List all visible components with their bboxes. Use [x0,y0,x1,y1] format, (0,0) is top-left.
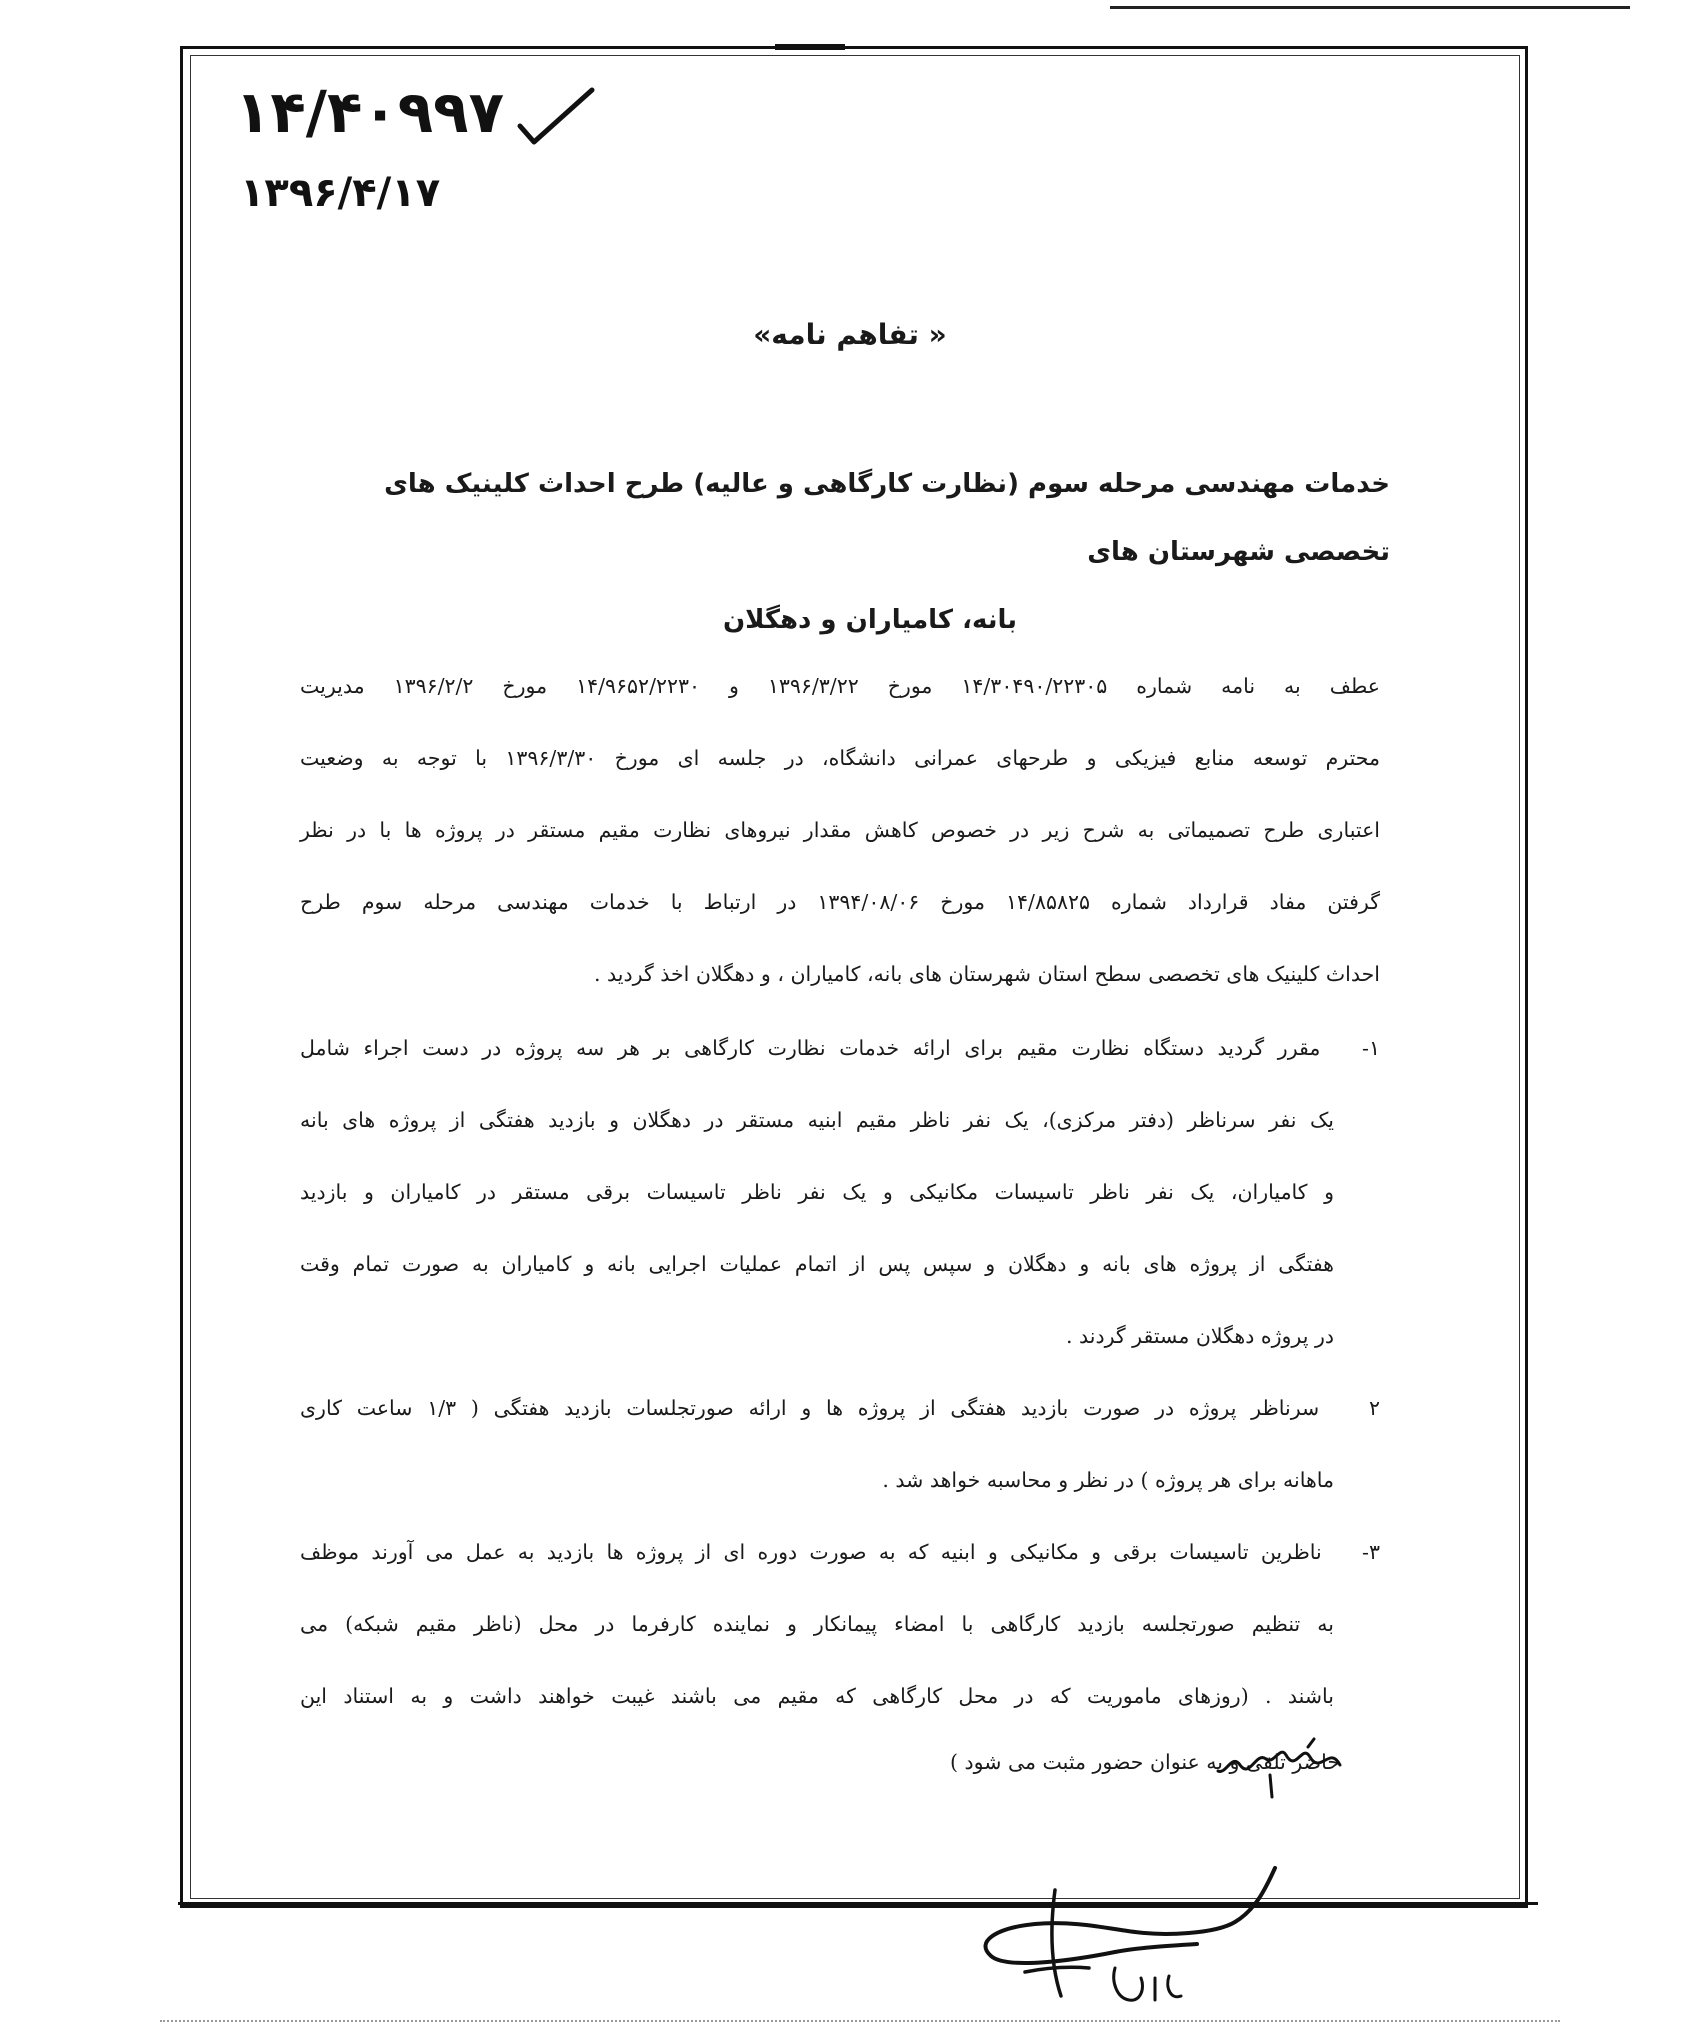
clause-number: ۱- [1362,1036,1380,1060]
clause-line: هفتگی از پروژه های بانه و دهگلان و سپس پس از اتمام عملیات اجرایی بانه و کامیاران به صورت تمام وقت [300,1252,1334,1276]
document-title: « تفاهم نامه» [753,318,947,351]
top-edge-line [1110,6,1630,9]
intro-paragraph [300,650,1380,1010]
clause-line: ماهانه برای هر پروژه ) در نظر و محاسبه خواهد شد . [882,1468,1334,1492]
intro-line: احداث کلینیک های تخصصی سطح استان شهرستان های بانه، کامیاران ، و دهگلان اخذ گردید . [594,962,1380,986]
clause-2 [300,1372,1380,1516]
intro-line: اعتباری طرح تصمیماتی به شرح زیر در خصوص کاهش مقدار نیروهای نظارت مقیم مستقر در پروژه ها با در نظر [300,818,1380,842]
intro-line: محترم توسعه منابع فیزیکی و طرحهای عمرانی دانشگاه، در جلسه ای مورخ ۱۳۹۶/۳/۳۰ با توجه به وضعیت [300,746,1380,770]
clause-3 [300,1516,1380,1732]
document-subject [310,450,1390,654]
check-mark-icon [516,86,596,146]
border-top-mark [775,44,845,50]
letter-date: ۱۳۹۶/۴/۱۷ [240,170,441,216]
clause-number: ۲ [1368,1396,1380,1420]
clause-3-final-line: حاضر تلقی و به عنوان حضور مثبت می شود ) [950,1750,1340,1774]
letter-number [235,78,596,146]
clause-line: سرناظر پروژه در صورت بازدید هفتگی از پروژه ها و ارائه صورتجلسات بازدید هفتگی ( ۱/۳ ساعت کاری [300,1396,1320,1420]
clause-line: باشند . (روزهای ماموریت که در محل کارگاهی که مقیم می باشند غیبت خواهند داشت و به استناد این [300,1684,1334,1708]
intro-line: گرفتن مفاد قرارداد شماره ۱۴/۸۵۸۲۵ مورخ ۱۳۹۴/۰۸/۰۶ در ارتباط با خدمات مهندسی مرحله سوم طرح [300,890,1380,914]
handwritten-signature-icon [1210,1735,1350,1805]
bottom-rule [178,1902,1538,1905]
clause-line: و کامیاران، یک نفر ناظر تاسیسات مکانیکی و یک نفر ناظر تاسیسات برقی مستقر در کامیاران و بازدید [300,1180,1334,1204]
clause-line: یک نفر سرناظر (دفتر مرکزی)، یک نفر ناظر مقیم ابنیه مستقر در دهگلان و بازدید هفتگی از پروژه های بانه [300,1108,1334,1132]
intro-line: عطف به نامه شماره ۱۴/۳۰۴۹۰/۲۲۳۰۵ مورخ ۱۳۹۶/۳/۲۲ و ۱۴/۹۶۵۲/۲۲۳۰ مورخ ۱۳۹۶/۲/۲ مدیریت [300,674,1380,698]
clause-line: ناظرین تاسیسات برقی و مکانیکی و ابنیه که به صورت دوره ای از پروژه ها بازدید به عمل می آورند موظف [300,1540,1322,1564]
handwritten-signature-icon [965,1860,1305,2010]
clause-number: ۳- [1362,1540,1380,1564]
scan-edge-dots [160,2020,1560,2024]
clause-line: در پروژه دهگلان مستقر گردند . [1065,1324,1334,1348]
letter-number-text: ۱۴/۴۰۹۹۷ [235,78,504,146]
subject-line-1: خدمات مهندسی مرحله سوم (نظارت کارگاهی و عالیه) طرح احداث کلینیک های تخصصی شهرستان های [384,469,1390,567]
subject-line-2: بانه، کامیاران و دهگلان [722,605,1018,635]
clause-line: به تنظیم صورتجلسه بازدید کارگاهی با امضاء پیمانکار و نماینده کارفرما در محل (ناظر مقیم شبکه) می [300,1612,1334,1636]
clause-line: مقرر گردید دستگاه نظارت مقیم برای ارائه خدمات نظارت کارگاهی بر هر سه پروژه در دست اجراء شامل [300,1036,1321,1060]
clause-1 [300,1012,1380,1372]
